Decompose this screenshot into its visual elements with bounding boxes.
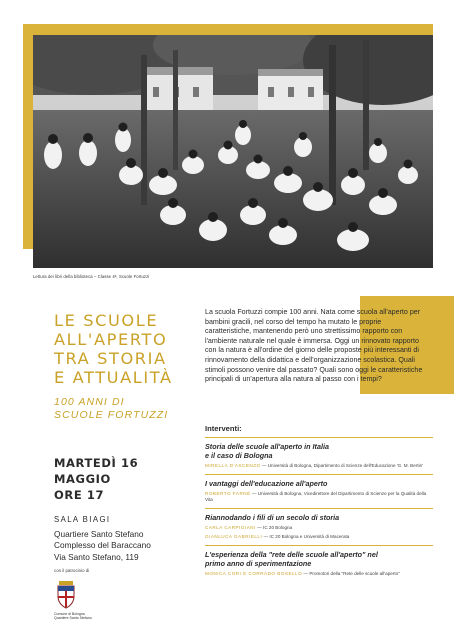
talk-title (205, 550, 433, 568)
venue-line: Complesso del Baraccano (54, 540, 151, 550)
speaker-affiliation: — Promotori della "Rete delle scuole all'aperto" (302, 571, 400, 577)
venue-line: Quartiere Santo Stefano (54, 528, 144, 539)
title-line: E ATTUALITÀ (54, 368, 173, 387)
date-line: MAGGIO (54, 472, 111, 486)
event-venue (54, 514, 204, 563)
title-line: LE SCUOLE (54, 311, 159, 330)
event-subtitle (54, 396, 194, 422)
date-line: MARTEDÌ 16 (54, 456, 139, 470)
talk-title-line: L'esperienza della "rete delle scuole all'aperto" nel (205, 550, 378, 560)
talk-title-line: Riannodando i fili di un secolo di storia (205, 513, 340, 523)
speaker (205, 463, 433, 469)
talk-item (205, 437, 433, 469)
talk-title-line: Storia delle scuole all'aperto in Italia (205, 442, 329, 451)
talk-item (205, 508, 433, 540)
talk-item (205, 474, 433, 503)
date-line: ORE 17 (54, 488, 105, 502)
speaker-name: ROBERTO FARNÉ (205, 491, 251, 497)
subtitle-line: 100 ANNI DI (54, 396, 125, 408)
speaker (205, 534, 433, 540)
speaker-affiliation: — Università di Bologna, Dipartimento di Scienze dell'Educazione 'G. M. Bertin' (260, 463, 424, 468)
title-line: ALL'APERTO (54, 330, 168, 349)
intro-paragraph: La scuola Fortuzzi compie 100 anni. Nata come scuola all'aperto per bambini gracili, nel corso del tempo ha mutato le proprie caratteristiche, mantenendo però uno strettissimo rapporto con l'ambiente naturale nel quale è immersa. Oggi un rinnovato rapporto con la natura è all'ordine del giorno delle proposte più interessanti di rinnovamento della didattica e dell'organizzazione scolastica. Quali stimoli possono venire dal passato? Quali sono oggi le caratteristiche principali di un'apertura alla natura al passo con i tempi? (205, 308, 423, 384)
historic-class-photo (33, 35, 433, 268)
title-line: TRA STORIA (54, 349, 167, 368)
subtitle-line: SCUOLE FORTUZZI (54, 409, 169, 421)
talks-list (205, 437, 433, 583)
photo-caption: Lettura dei libri della biblioteca – Classe 4ª, Scuole Fortuzzi (33, 274, 150, 279)
speakers-heading: Interventi: (205, 424, 242, 433)
talk-item (205, 545, 433, 577)
speaker (205, 571, 433, 577)
event-date (54, 455, 194, 503)
speaker-affiliation: — IC 20 Bologna (255, 525, 293, 531)
venue-line: Via Santo Stefano, 119 (54, 551, 139, 562)
talk-title (205, 442, 433, 460)
patronage-label: con il patrocinio di (54, 568, 90, 573)
speaker-name: MONICA CORI E CORRADO BOSELLO (205, 571, 303, 577)
talk-title-line: e il caso di Bologna (205, 451, 273, 460)
talk-title (205, 479, 433, 488)
crest-caption: Comune di Bologna Quartiere Santo Stefano (54, 612, 92, 620)
event-title (54, 311, 204, 387)
speaker-name: CARLA CARPIGIANI (205, 525, 256, 531)
speaker-name: MIRELLA D'ASCENZO (205, 463, 261, 468)
speaker-affiliation: — Università di Bologna, Vicedirettore del Dipartimento di Scienze per la Qualità della Vita (205, 491, 427, 503)
speaker-name: GIANLUCA GABRIELLI (205, 534, 263, 540)
speaker-affiliation: — IC 20 Bologna e Università di Macerata (262, 534, 350, 540)
speaker (205, 491, 433, 503)
talk-title-line: primo anno di sperimentazione (205, 559, 312, 569)
speaker (205, 525, 433, 531)
venue-name: SALA BIAGI (54, 515, 111, 524)
talk-title-line: I vantaggi dell'educazione all'aperto (205, 479, 328, 489)
talk-title (205, 513, 433, 522)
